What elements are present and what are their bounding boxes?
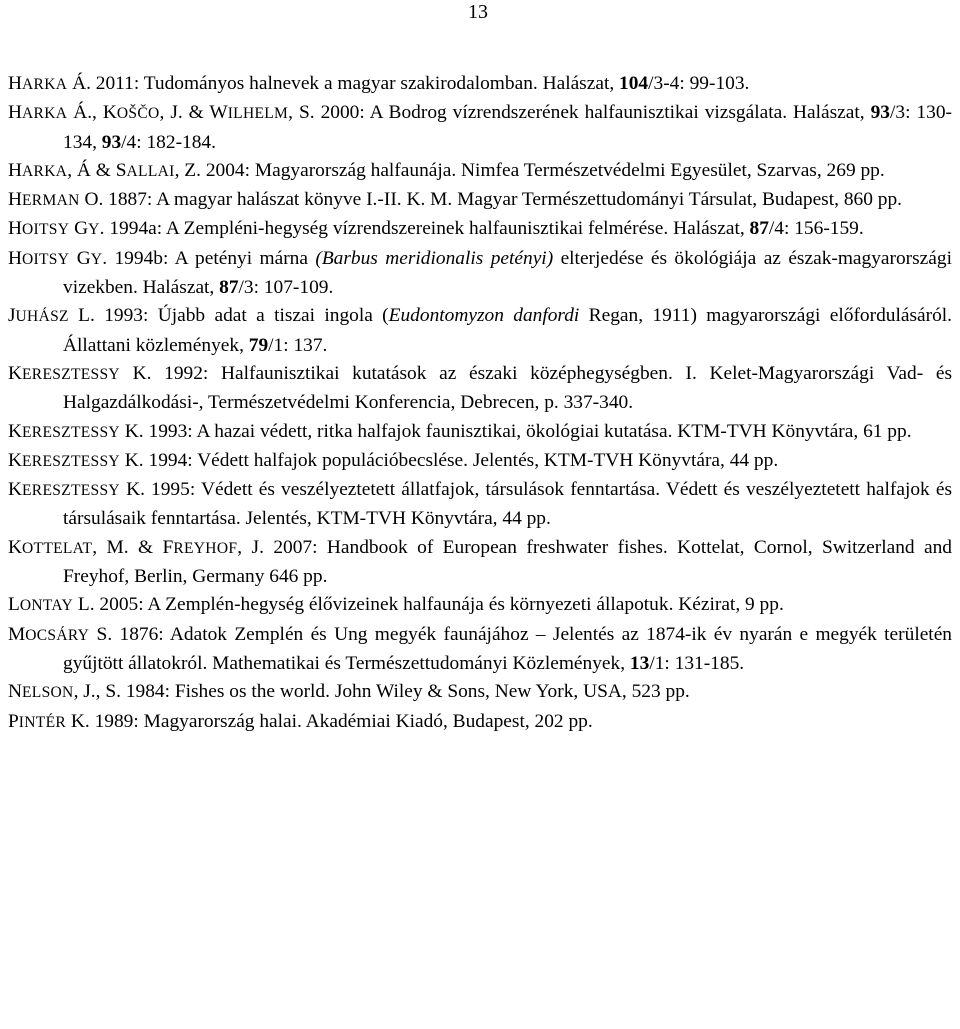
reference-text: elterjedése és ökológiája az észak-magyarországi vizekben. Halászat,	[63, 247, 952, 299]
author-name-smallcaps: UHÁSZ	[15, 308, 69, 326]
reference-item	[8, 621, 952, 679]
volume-number: 93	[101, 131, 122, 153]
reference-text: K. 1995: Védett és veszélyeztetett állatfajok, társulások fenntartása. Védett és veszélyeztetett halfajok és társulásaik fenntartása. Jelentés, KTM-TVH Könyvtára, 44 pp.	[63, 479, 952, 530]
reference-item	[8, 418, 952, 447]
author-name-smallcaps: INTÉR	[18, 713, 67, 731]
reference-text: , J. 2007: Handbook of European freshwater fishes. Kottelat, Cornol, Switzerland and Freyhof, Berlin, Germany 646 pp.	[63, 536, 953, 588]
author-initial: K	[8, 420, 23, 442]
author-name-smallcaps: Y	[88, 221, 100, 239]
reference-text: , J. &	[159, 102, 210, 124]
author-name-smallcaps: OITSY	[22, 250, 70, 268]
author-initial: K	[8, 479, 23, 501]
reference-item	[8, 215, 952, 244]
reference-text: O. 1887: A magyar halászat könyve I.-II. K. M. Magyar Természettudományi Társulat, Budapest, 860 pp.	[79, 189, 902, 211]
reference-text: /1: 137.	[268, 334, 328, 356]
author-initial: H	[8, 73, 23, 94]
author-name-smallcaps: OŠČO	[116, 105, 160, 123]
reference-list	[8, 70, 952, 737]
author-initial: K	[8, 449, 23, 471]
reference-item	[8, 591, 952, 620]
reference-text: K. 1989: Magyarország halai. Akadémiai Kiadó, Budapest, 202 pp.	[66, 710, 593, 732]
author-initial: K	[8, 362, 23, 384]
volume-number: 87	[749, 218, 769, 240]
author-initial: H	[8, 247, 23, 269]
reference-item	[8, 360, 952, 418]
reference-text: . 1994a: A Zempléni-hegység vízrendszereinek halfaunisztikai felmérése. Halászat,	[99, 218, 750, 240]
reference-text: L. 1993: Újabb adat a tiszai ingola (	[68, 305, 389, 327]
author-name-smallcaps: ERESZTESSY	[22, 365, 120, 383]
reference-item	[8, 708, 952, 737]
reference-item	[8, 245, 952, 303]
reference-item	[8, 302, 952, 360]
author-initial: H	[8, 189, 23, 211]
author-initial: M	[8, 623, 26, 645]
reference-text: /4: 156-159.	[768, 218, 864, 240]
author-name-smallcaps: ERESZTESSY	[22, 452, 120, 470]
reference-text: L. 2005: A Zemplén-hegység élővizeinek halfaunája és környezeti állapotuk. Kézirat, 9 pp.	[73, 594, 784, 616]
reference-item	[8, 678, 952, 707]
volume-number: 93	[870, 102, 890, 124]
reference-text: , Á &	[67, 159, 116, 181]
reference-text: , Z. 2004: Magyarország halfaunája. Nimfea Természetvédelmi Egyesület, Szarvas, 269 pp.	[174, 159, 885, 181]
author-initial: H	[8, 159, 23, 181]
reference-item	[8, 534, 952, 592]
author-initial: P	[8, 710, 19, 732]
volume-number: 13	[629, 652, 650, 674]
author-name-smallcaps: REYHOF	[173, 539, 238, 557]
author-initial: F	[162, 536, 174, 558]
reference-item	[8, 157, 952, 186]
volume-number: 104	[619, 73, 649, 94]
author-initial: K	[8, 536, 23, 558]
reference-text	[69, 248, 76, 269]
author-initial: G	[74, 218, 89, 240]
author-initial: K	[102, 102, 117, 124]
reference-text: K. 1994: Védett halfajok populációbecslése. Jelentés, KTM-TVH Könyvtára, 44 pp.	[119, 449, 779, 471]
species-name: Eudontomyzon danfordi	[388, 305, 580, 327]
author-initial: J	[8, 305, 16, 327]
author-initial: W	[209, 102, 228, 124]
author-initial: G	[76, 247, 91, 269]
reference-text: S. 1876: Adatok Zemplén és Ung megyék faunájához – Jelentés az 1874-ik év nyarán e megyék területén gyűjtött állatokról. Mathematikai és Természettudományi Közlemények,	[63, 623, 952, 674]
reference-text: , M. &	[92, 536, 163, 558]
reference-text: /3: 107-109.	[238, 277, 334, 299]
author-initial: S	[115, 159, 127, 181]
volume-number: 79	[248, 334, 269, 356]
reference-text: K. 1992: Halfaunisztikai kutatások az északi középhegységben. I. Kelet-Magyarországi Vad- és Halgazdálkodási-, Természetvédelmi Konferencia, Debrecen, p. 337-340.	[63, 362, 952, 414]
volume-number: 87	[219, 277, 239, 299]
reference-text: . 1994b: A petényi márna	[102, 247, 316, 269]
author-name-smallcaps: ARKA	[22, 76, 68, 93]
reference-text: /3-4: 99-103.	[648, 73, 750, 94]
author-name-smallcaps: ARKA	[22, 162, 68, 180]
author-initial: N	[8, 681, 23, 703]
author-name-smallcaps: OTTELAT	[22, 539, 93, 557]
reference-text: , J., S. 1984: Fishes os the world. John Wiley & Sons, New York, USA, 523 pp.	[73, 681, 690, 703]
reference-item	[8, 476, 952, 534]
author-name-smallcaps: ARKA	[22, 105, 68, 123]
author-name-smallcaps: ONTAY	[19, 597, 74, 615]
reference-text: /4: 182-184.	[121, 131, 216, 153]
reference-item	[8, 70, 952, 99]
author-name-smallcaps: ERMAN	[22, 192, 80, 210]
reference-text: Á. 2011: Tudományos halnevek a magyar szakirodalomban. Halászat,	[67, 73, 620, 94]
author-name-smallcaps: Y	[90, 250, 103, 268]
reference-item	[8, 447, 952, 476]
author-initial: H	[8, 218, 23, 240]
author-initial: L	[8, 594, 20, 616]
reference-text: /1: 131-185.	[649, 652, 745, 674]
reference-item	[8, 186, 952, 215]
author-name-smallcaps: ERESZTESSY	[22, 423, 120, 441]
reference-text: Regan, 1911) magyarországi előfordulásáról. Állattani közlemények,	[63, 305, 952, 356]
author-name-smallcaps: OITSY	[22, 221, 70, 239]
species-name: (Barbus meridionalis petényi)	[315, 247, 554, 269]
reference-text: K. 1993: A hazai védett, ritka halfajok faunisztikai, ökológiai kutatása. KTM-TVH Könyvtára, 61 pp.	[119, 420, 912, 442]
reference-text: Á.,	[67, 102, 103, 124]
reference-text: /3: 130-134,	[63, 102, 952, 153]
author-name-smallcaps: ELSON	[22, 684, 74, 702]
reference-text: , S. 2000: A Bodrog vízrendszerének halfaunisztikai vizsgálata. Halászat,	[288, 102, 871, 124]
author-name-smallcaps: OCSÁRY	[25, 626, 90, 644]
author-name-smallcaps: ERESZTESSY	[22, 482, 120, 500]
reference-item	[8, 99, 952, 157]
author-initial: H	[8, 102, 23, 124]
author-name-smallcaps: ILHELM	[227, 105, 289, 123]
page-number: 13	[468, 1, 488, 23]
author-name-smallcaps: ALLAI	[126, 162, 175, 180]
